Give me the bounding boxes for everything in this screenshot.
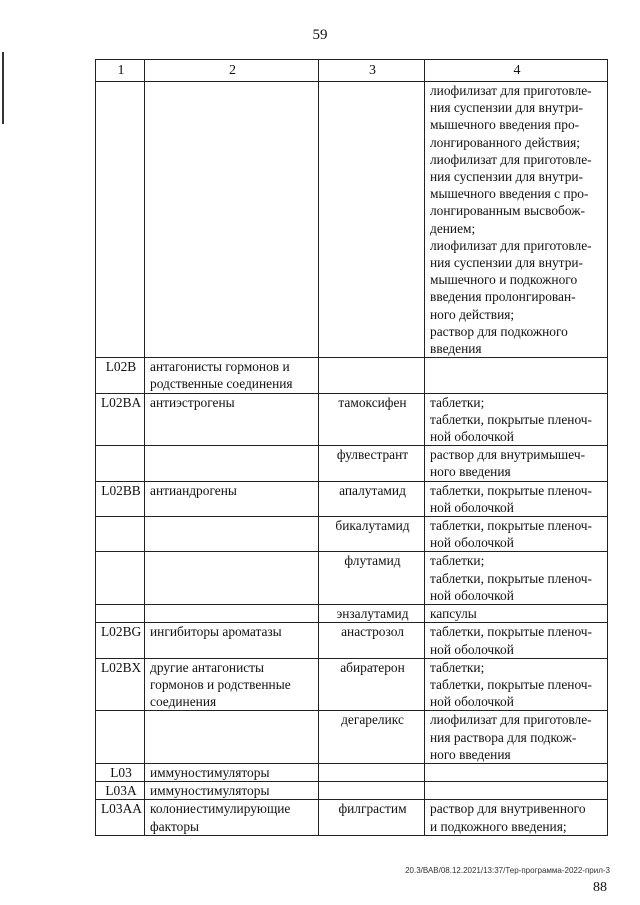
column-header: 4: [425, 60, 608, 82]
atc-code-cell: L03A: [96, 782, 145, 800]
group-name-line: иммуностимуляторы: [150, 783, 270, 799]
column-header: 2: [145, 60, 319, 82]
group-name-line: родственные соединения: [150, 376, 293, 392]
dosage-form-line: таблетки, покрытые пленоч-: [430, 676, 592, 692]
table-row: [96, 481, 608, 516]
dosage-form-line: лиофилизат для приготовле-: [430, 237, 592, 253]
drug-name-cell: абиратерон: [319, 658, 425, 711]
dosage-form-line: введения: [430, 341, 482, 357]
dosage-form-line: лиофилизат для приготовле-: [430, 712, 592, 728]
drug-name-cell: [319, 358, 425, 393]
atc-code-cell: L02BB: [96, 481, 145, 516]
dosage-form-line: лонгированным высвобож-: [430, 203, 585, 219]
dosage-form-line: раствор для внутривенного: [430, 801, 586, 817]
atc-code-cell: L02B: [96, 358, 145, 393]
dosage-form-line: ного действия;: [430, 306, 515, 322]
footer-code: 20.3/ВАВ/08.12.2021/13:37/Тер-программа-2022-прил-3: [405, 866, 610, 875]
dosage-form-line: ния суспензии для внутри-: [430, 100, 584, 116]
table-row: [96, 552, 608, 605]
dosage-form-cell: [425, 711, 608, 764]
drug-name-cell: фулвестрант: [319, 446, 425, 481]
atc-code-cell: [96, 517, 145, 552]
dosage-form-line: лиофилизат для приготовле-: [430, 83, 592, 98]
group-name-cell: [145, 552, 319, 605]
table-row: [96, 517, 608, 552]
group-name-line: соединения: [150, 694, 217, 710]
dosage-form-line: ного введения: [430, 746, 511, 762]
atc-code-cell: [96, 605, 145, 623]
table-row: [96, 446, 608, 481]
atc-code-cell: L03AA: [96, 800, 145, 835]
dosage-form-line: ной оболочкой: [430, 429, 514, 445]
dosage-form-cell: [425, 82, 608, 358]
group-name-cell: [145, 763, 319, 781]
table-row: [96, 782, 608, 800]
column-header: 1: [96, 60, 145, 82]
dosage-form-cell: [425, 623, 608, 658]
dosage-form-line: дением;: [430, 220, 476, 236]
group-name-cell: [145, 782, 319, 800]
drug-table: [95, 59, 608, 836]
dosage-form-line: таблетки;: [430, 659, 485, 675]
dosage-form-cell: [425, 552, 608, 605]
dosage-form-cell: [425, 658, 608, 711]
dosage-form-line: ной оболочкой: [430, 641, 514, 657]
dosage-form-cell: [425, 446, 608, 481]
dosage-form-cell: [425, 605, 608, 623]
group-name-cell: [145, 393, 319, 446]
dosage-form-cell: [425, 800, 608, 835]
drug-name-cell: [319, 763, 425, 781]
group-name-line: гормонов и родственные: [150, 676, 291, 692]
atc-code-cell: L02BA: [96, 393, 145, 446]
group-name-line: иммуностимуляторы: [150, 764, 270, 780]
table-body: [96, 60, 608, 836]
dosage-form-line: таблетки, покрытые пленоч-: [430, 624, 592, 640]
atc-code-cell: L02BG: [96, 623, 145, 658]
dosage-form-line: и подкожного введения;: [430, 818, 567, 834]
dosage-form-line: ной оболочкой: [430, 587, 514, 603]
drug-name-cell: [319, 82, 425, 358]
table-row: [96, 393, 608, 446]
group-name-line: колониестимулирующие: [150, 801, 291, 817]
atc-code-cell: L03: [96, 763, 145, 781]
group-name-line: другие антагонисты: [150, 659, 265, 675]
dosage-form-line: ния суспензии для внутри-: [430, 255, 584, 271]
dosage-form-line: таблетки, покрытые пленоч-: [430, 570, 592, 586]
table-row: [96, 658, 608, 711]
dosage-form-cell: [425, 358, 608, 393]
group-name-cell: [145, 358, 319, 393]
group-name-cell: [145, 82, 319, 358]
drug-name-cell: бикалутамид: [319, 517, 425, 552]
dosage-form-line: капсулы: [430, 606, 477, 622]
dosage-form-cell: [425, 763, 608, 781]
dosage-form-line: раствор для внутримышеч-: [430, 447, 586, 463]
drug-name-cell: дегареликс: [319, 711, 425, 764]
dosage-form-cell: [425, 517, 608, 552]
group-name-cell: [145, 623, 319, 658]
dosage-form-line: ной оболочкой: [430, 694, 514, 710]
atc-code-cell: [96, 82, 145, 358]
dosage-form-line: мышечного и подкожного: [430, 272, 578, 288]
group-name-cell: [145, 658, 319, 711]
group-name-cell: [145, 517, 319, 552]
column-header: 3: [319, 60, 425, 82]
group-name-line: ингибиторы ароматазы: [150, 624, 282, 640]
table-row: [96, 800, 608, 835]
drug-name-cell: апалутамид: [319, 481, 425, 516]
drug-name-cell: [319, 782, 425, 800]
atc-code-cell: [96, 446, 145, 481]
table-row: [96, 358, 608, 393]
dosage-form-line: лонгированного действия;: [430, 134, 580, 150]
drug-name-cell: филграстим: [319, 800, 425, 835]
dosage-form-line: таблетки, покрытые пленоч-: [430, 482, 592, 498]
dosage-form-line: мышечного введения про-: [430, 117, 580, 133]
table-row: [96, 623, 608, 658]
atc-code-cell: [96, 552, 145, 605]
drug-name-cell: анастрозол: [319, 623, 425, 658]
dosage-form-line: ного введения: [430, 464, 511, 480]
group-name-line: факторы: [150, 818, 200, 834]
drug-name-cell: энзалутамид: [319, 605, 425, 623]
page-number: 59: [312, 27, 328, 43]
dosage-form-cell: [425, 393, 608, 446]
atc-code-cell: L02BX: [96, 658, 145, 711]
dosage-form-line: ной оболочкой: [430, 499, 514, 515]
dosage-form-line: таблетки, покрытые пленоч-: [430, 518, 592, 534]
table-row: [96, 711, 608, 764]
atc-code-cell: [96, 711, 145, 764]
group-name-line: антиандрогены: [150, 482, 237, 498]
table-header-row: [96, 60, 608, 82]
dosage-form-line: таблетки, покрытые пленоч-: [430, 411, 592, 427]
dosage-form-cell: [425, 481, 608, 516]
margin-mark: [2, 52, 4, 124]
table-row: [96, 763, 608, 781]
group-name-cell: [145, 800, 319, 835]
dosage-form-line: раствор для подкожного: [430, 323, 568, 339]
group-name-cell: [145, 446, 319, 481]
group-name-line: антиэстрогены: [150, 394, 235, 410]
dosage-form-line: таблетки;: [430, 553, 485, 569]
group-name-cell: [145, 481, 319, 516]
dosage-form-line: ной оболочкой: [430, 535, 514, 551]
drug-name-cell: флутамид: [319, 552, 425, 605]
dosage-form-line: таблетки;: [430, 394, 485, 410]
dosage-form-line: лиофилизат для приготовле-: [430, 151, 592, 167]
table-row: [96, 82, 608, 358]
dosage-form-cell: [425, 782, 608, 800]
dosage-form-line: мышечного введения с про-: [430, 186, 589, 202]
dosage-form-line: ния раствора для подкож-: [430, 729, 577, 745]
group-name-cell: [145, 711, 319, 764]
footer-page-number: 88: [593, 880, 607, 895]
dosage-form-line: введения пролонгирован-: [430, 289, 576, 305]
group-name-cell: [145, 605, 319, 623]
group-name-line: антагонисты гормонов и: [150, 359, 290, 375]
table-row: [96, 605, 608, 623]
dosage-form-line: ния суспензии для внутри-: [430, 169, 584, 185]
drug-name-cell: тамоксифен: [319, 393, 425, 446]
